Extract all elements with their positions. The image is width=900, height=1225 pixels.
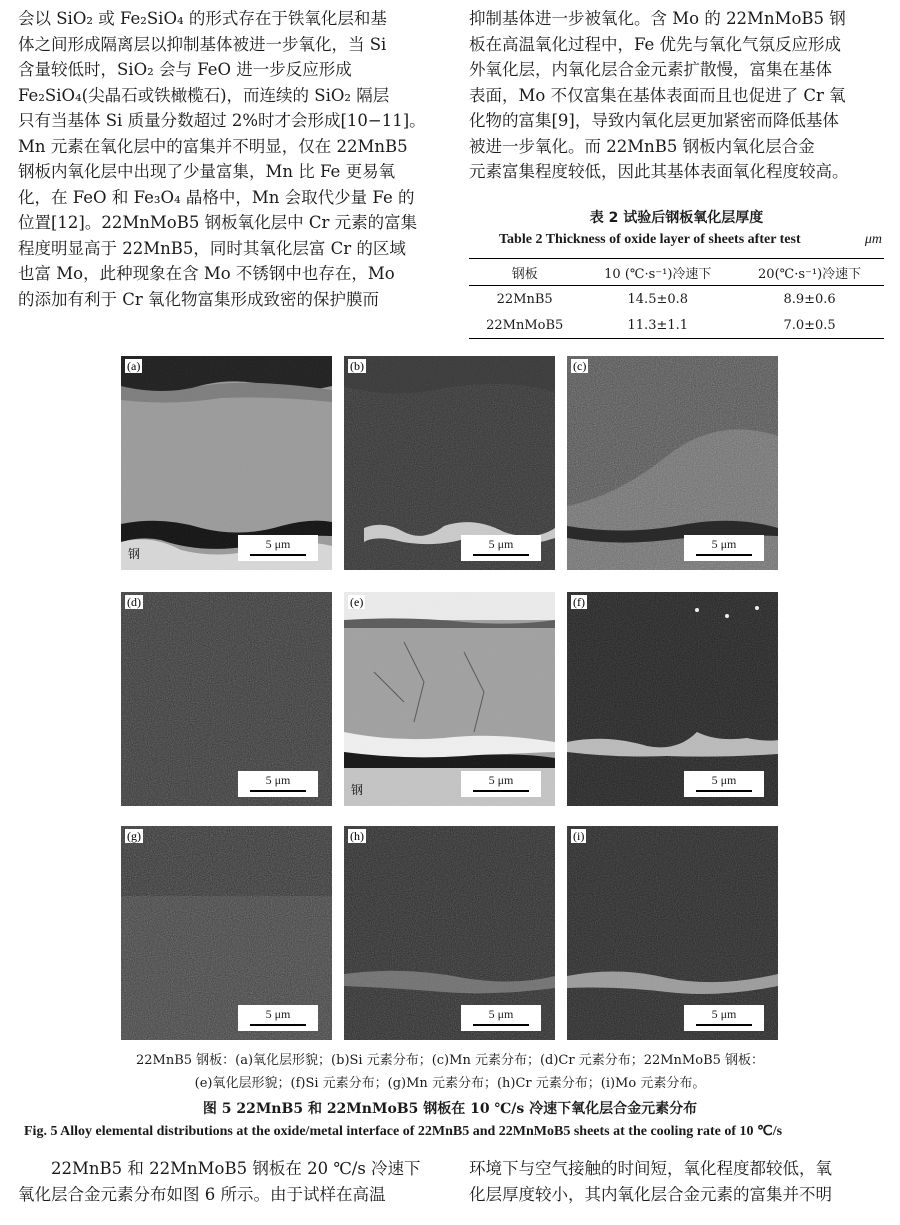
scale-bar-text: 5 μm [711, 537, 737, 551]
scale-bar-text: 5 μm [488, 537, 514, 551]
scale-bar [684, 771, 764, 797]
text-line: Mn 元素在氧化层中的富集并不明显，仅在 22MnB5 [18, 136, 408, 156]
table-header-cell: 10 (℃·s⁻¹)冷速下 [604, 266, 712, 282]
panel-label: (e) [350, 595, 364, 609]
scale-bar-text: 5 μm [265, 773, 291, 787]
panel-label: (a) [127, 359, 141, 373]
text-line: 位置[12]。22MnMoB5 钢板氧化层中 Cr 元素的富集 [18, 213, 418, 232]
text-line: 钢板内氧化层中出现了少量富集，Mn 比 Fe 更易氧 [18, 162, 396, 181]
panel-label: (g) [127, 829, 141, 843]
figure-panel-f [567, 592, 778, 806]
text-line: 含量较低时，SiO₂ 会与 FeO 进一步反应形成 [18, 60, 352, 79]
text-line: 板在高温氧化过程中，Fe 优先与氧化气氛反应形成 [469, 34, 842, 54]
panel-label: (h) [350, 829, 364, 843]
text-line: 外氧化层，内氧化层合金元素扩散慢，富集在基体 [469, 60, 832, 79]
figure-panel-d [121, 592, 332, 806]
figure-panel-a [121, 356, 332, 570]
scale-bar [684, 1005, 764, 1031]
table-header-row [469, 259, 884, 286]
panel-label: (d) [127, 595, 141, 609]
table-cell: 11.3±1.1 [627, 317, 689, 333]
text-line: 化层厚度较小，其内氧化层合金元素的富集并不明 [469, 1184, 832, 1204]
body-text-bottom-right [469, 1156, 884, 1207]
table-cell: 8.9±0.6 [783, 291, 836, 307]
panel-label: (c) [573, 359, 587, 373]
steel-label: 钢 [128, 547, 141, 561]
text-line: 也富 Mo，此种现象在含 Mo 不锈钢中也存在，Mo [18, 264, 395, 283]
text-line: 化，在 FeO 和 Fe₃O₄ 晶格中，Mn 会取代少量 Fe 的 [18, 187, 415, 207]
scale-bar-text: 5 μm [711, 773, 737, 787]
figure-title-cn: 图 5 22MnB5 和 22MnMoB5 钢板在 10 ℃/s 冷速下氧化层合金元素分布 [202, 1101, 698, 1117]
body-text-right-column [469, 6, 884, 185]
scale-bar-text: 5 μm [265, 537, 291, 551]
table-cell: 22MnMoB5 [486, 317, 564, 333]
table-title-cn: 表 2 试验后钢板氧化层厚度 [589, 210, 764, 226]
panel-label: (b) [350, 359, 364, 373]
scale-bar [461, 535, 541, 561]
table-row [469, 286, 884, 313]
table-row [469, 312, 884, 339]
oxide-thickness-table [469, 258, 884, 339]
table-header-cell: 20(℃·s⁻¹)冷速下 [758, 266, 862, 282]
text-line: 程度明显高于 22MnB5，同时其氧化层富 Cr 的区域 [18, 238, 406, 258]
figure-caption-line1: 22MnB5 钢板：(a)氧化层形貌；(b)Si 元素分布；(c)Mn 元素分布；(d)Cr 元素分布；22MnMoB5 钢板： [135, 1053, 765, 1068]
body-text-left-column [18, 6, 448, 312]
figure-panel-h [344, 826, 555, 1040]
scale-bar [461, 1005, 541, 1031]
scale-bar-text: 5 μm [488, 773, 514, 787]
text-line: 元素富集程度较低，因此其基体表面氧化程度较高。 [469, 162, 849, 181]
table-cell: 22MnB5 [496, 291, 553, 307]
figure-panel-c [567, 356, 778, 570]
panel-label: (i) [573, 829, 585, 843]
text-line: 体之间形成隔离层以抑制基体被进一步氧化，当 Si [18, 34, 387, 54]
text-line: 化物的富集[9]，导致内氧化层更加紧密而降低基体 [469, 111, 839, 130]
figure-caption-line2: (e)氧化层形貌；(f)Si 元素分布；(g)Mn 元素分布；(h)Cr 元素分布；(i)Mo 元素分布。 [194, 1076, 706, 1091]
figure-panel-e [344, 592, 555, 806]
figure-panel-g [121, 826, 332, 1040]
text-line: 抑制基体进一步被氧化。含 Mo 的 22MnMoB5 钢 [469, 9, 846, 28]
text-line: 会以 SiO₂ 或 Fe₂SiO₄ 的形式存在于铁氧化层和基 [18, 9, 387, 28]
figure-title-en: Fig. 5 Alloy elemental distributions at the oxide/metal interface of 22MnB5 and 22MnMoB5 sheets at the cooling rate of 10 ℃/s [24, 1124, 783, 1139]
table-cell: 14.5±0.8 [627, 291, 689, 307]
table-header-cell: 钢板 [511, 266, 538, 282]
panel-label: (f) [573, 595, 585, 609]
text-line: Fe₂SiO₄(尖晶石或铁橄榄石)，而连续的 SiO₂ 隔层 [18, 85, 390, 105]
text-line: 被进一步氧化。而 22MnB5 钢板内氧化层合金 [469, 136, 815, 156]
table-title-en-text: Table 2 Thickness of oxide layer of sheets after test [499, 232, 801, 247]
figure-panel-b [344, 356, 555, 570]
text-line: 的添加有利于 Cr 氧化物富集形成致密的保护膜而 [18, 289, 380, 309]
text-line: 22MnB5 和 22MnMoB5 钢板在 20 ℃/s 冷速下 [51, 1159, 421, 1178]
scale-bar [238, 771, 318, 797]
figure-panel-i [567, 826, 778, 1040]
scale-bar-text: 5 μm [488, 1007, 514, 1021]
table-unit: μm [864, 232, 882, 247]
scale-bar-text: 5 μm [711, 1007, 737, 1021]
table-cell: 7.0±0.5 [783, 317, 836, 333]
text-line: 只有当基体 Si 质量分数超过 2%时才会形成[10−11]。 [18, 111, 426, 130]
body-text-bottom-left [18, 1156, 448, 1207]
scale-bar [238, 1005, 318, 1031]
scale-bar [238, 535, 318, 561]
scale-bar [461, 771, 541, 797]
steel-label: 钢 [351, 783, 364, 797]
text-line: 表面，Mo 不仅富集在基体表面而且也促进了 Cr 氧 [469, 85, 846, 105]
scale-bar [684, 535, 764, 561]
text-line: 氧化层合金元素分布如图 6 所示。由于试样在高温 [18, 1184, 386, 1204]
text-line: 环境下与空气接触的时间短，氧化程度都较低，氧 [469, 1159, 832, 1178]
scale-bar-text: 5 μm [265, 1007, 291, 1021]
